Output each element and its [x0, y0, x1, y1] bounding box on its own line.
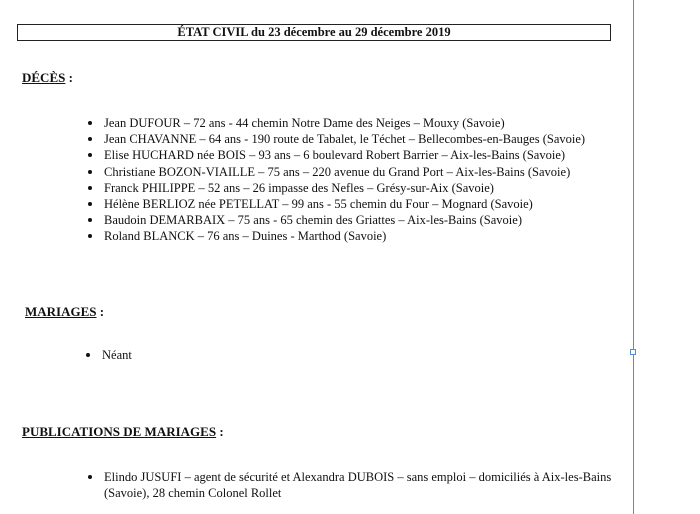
- mariages-list: [86, 347, 132, 363]
- list-item-text: Jean CHAVANNE – 64 ans - 190 route de Tabalet, le Téchet – Bellecombes-en-Bauges (Savoie): [104, 132, 586, 147]
- publications-list: [88, 469, 614, 501]
- list-item: [88, 180, 585, 196]
- bullet-icon: [88, 186, 92, 190]
- list-item: [88, 228, 585, 244]
- list-item-text: Elise HUCHARD née BOIS – 93 ans – 6 boulevard Robert Barrier – Aix-les-Bains (Savoie): [104, 148, 566, 163]
- bullet-icon: [88, 234, 92, 238]
- deces-heading-label: DÉCÈS: [22, 70, 66, 85]
- list-item: [86, 347, 132, 363]
- deces-heading-colon: :: [65, 70, 73, 85]
- list-item-text: Néant: [102, 348, 132, 362]
- list-item-text: Christiane BOZON-VIAILLE – 75 ans – 220 avenue du Grand Port – Aix-les-Bains (Savoie): [104, 164, 571, 179]
- list-item-text: Baudoin DEMARBAIX – 75 ans - 65 chemin des Griattes – Aix-les-Bains (Savoie): [104, 213, 522, 228]
- list-item-text: Hélène BERLIOZ née PETELLAT – 99 ans - 55 chemin du Four – Mognard (Savoie): [104, 197, 533, 212]
- publications-heading: [22, 424, 224, 439]
- list-item: [88, 115, 585, 131]
- bullet-icon: [88, 475, 92, 479]
- publications-heading-label: PUBLICATIONS DE MARIAGES: [22, 424, 217, 439]
- bullet-icon: [88, 170, 92, 174]
- list-item: [88, 212, 585, 228]
- list-item-text: Franck PHILIPPE – 52 ans – 26 impasse des Nefles – Grésy-sur-Aix (Savoie): [104, 180, 494, 195]
- mariages-heading-label: MARIAGES: [25, 304, 97, 319]
- list-item: [88, 196, 585, 212]
- list-item: [88, 131, 585, 147]
- publications-heading-colon: :: [216, 424, 224, 439]
- list-item-text: Roland BLANCK – 76 ans – Duines - Marthod (Savoie): [104, 229, 387, 244]
- page-title: ÉTAT CIVIL du 23 décembre au 29 décembre 2019: [17, 24, 611, 41]
- page-margin-guide: [633, 0, 634, 514]
- list-item-text: Jean DUFOUR – 72 ans - 44 chemin Notre Dame des Neiges – Mouxy (Savoie): [104, 116, 505, 130]
- mariages-heading: [25, 304, 104, 319]
- bullet-icon: [88, 202, 92, 206]
- bullet-icon: [88, 218, 92, 222]
- bullet-icon: [88, 137, 92, 141]
- list-item: [88, 164, 585, 180]
- bullet-icon: [86, 353, 90, 357]
- list-item-text: Elindo JUSUFI – agent de sécurité et Alexandra DUBOIS – sans emploi – domiciliés à Aix-les-Bains (Savoie), 28 chemin Colonel Rollet: [104, 470, 612, 501]
- list-item: [88, 469, 614, 501]
- deces-list: [88, 115, 585, 245]
- bullet-icon: [88, 121, 92, 125]
- resize-handle[interactable]: [630, 349, 636, 355]
- bullet-icon: [88, 153, 92, 157]
- deces-heading: [22, 70, 73, 85]
- list-item: [88, 147, 585, 163]
- mariages-heading-colon: :: [96, 304, 105, 319]
